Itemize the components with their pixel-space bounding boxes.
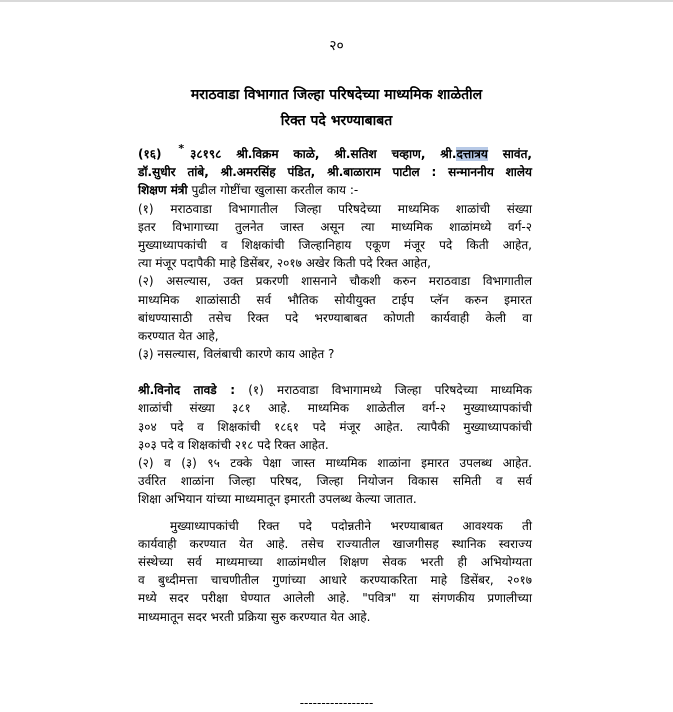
question-members-line-2: डॉ.सुधीर तांबे, श्री.अमरसिंह पंडित, श्री.बाळाराम पाटील : सन्माननीय शालेय — [138, 165, 532, 180]
answer-part-1-line-4: ३०३ पदे व शिक्षकांची २१८ पदे रिक्त आहेत. — [138, 437, 329, 452]
title-line-2: रिक्त पदे भरण्याबाबत — [280, 113, 393, 129]
question-minister-line — [138, 181, 532, 199]
title-line-1: मराठवाडा विभागात जिल्हा परिषदेच्या माध्यमिक शाळेतील — [190, 87, 483, 103]
document-body — [138, 142, 532, 626]
end-divider: ----------------- — [299, 696, 374, 710]
answer-part-3-line-3: संस्थेच्या सर्व माध्यमाच्या शाळांमधील शिक्षण सेवक भरती ही अभियोग्यता — [138, 554, 532, 569]
answer-part-1-start: (१) मराठवाडा विभागामध्ये जिल्हा परिषदेच्या माध्यमिक — [235, 383, 532, 398]
question-part-2-line-2: माध्यमिक शाळांसाठी सर्व भौतिक सोयीयुक्त टाईप प्लॅन करुन इमारत — [138, 292, 532, 307]
answer-line-1 — [138, 381, 532, 399]
answer-part-1-line-2: शाळांची संख्या ३८१ आहे. माध्यमिक शाळेतील वर्ग-२ मुख्याध्यापकांची — [138, 401, 532, 416]
answering-minister: श्री.विनोद तावडे : — [138, 383, 236, 398]
question-part-2-line-3: बांधण्यासाठी तसेच रिक्त पदे भरण्याबाबत कोणती कार्यवाही केली वा — [138, 310, 532, 325]
answer-part-2-line-2: उर्वरित शाळांना जिल्हा परिषद, जिल्हा नियोजन विकास समिती व सर्व — [138, 474, 532, 489]
answer-part-3-line-2: कार्यवाही करण्यात येत आहे. तसेच राज्यातील खाजगीसह स्थानिक स्वराज्य — [138, 536, 532, 551]
question-part-1-line-1: (१) मराठवाडा विभागातील जिल्हा परिषदेच्या माध्यमिक शाळांची संख्या — [138, 201, 532, 216]
question-part-2-line-4: करण्यात येत आहे, — [138, 328, 219, 343]
question-members-b: सावंत, — [487, 147, 532, 161]
addressed-minister: शिक्षण मंत्री — [138, 183, 188, 198]
paragraph-gap — [138, 509, 532, 517]
question-members-a: श्री.विक्रम काळे, श्री.सतिश चव्हाण, श्री. — [236, 147, 457, 161]
answer-part-3-line-1: मुख्याध्यापकांची रिक्त पदे पदोन्नतीने भरण्याबाबत आवश्यक ती — [170, 518, 532, 533]
answer-part-3-line-6: माध्यमातून सदर भरती प्रक्रिया सुरु करण्यात येत आहे. — [138, 609, 371, 624]
answer-part-2-line-3: शिक्षा अभियान यांच्या माध्यमातून इमारती उपलब्ध केल्या जातात. — [138, 492, 417, 507]
question-part-1-line-4: त्या मंजूर पदापैकी माहे डिसेंबर, २०१७ अखेर किती पदे रिक्त आहेत, — [138, 256, 431, 271]
question-intro: पुढील गोष्टींचा खुलासा करतील काय :- — [187, 183, 359, 198]
page-number: २० — [329, 38, 344, 54]
answer-part-3-line-5: मध्ये सदर परीक्षा घेण्यात आलेली आहे. "पवित्र" या संगणकीय प्रणालीच्या — [138, 591, 532, 606]
question-prefix: (१६) — [138, 147, 162, 161]
question-part-1-line-3: मुख्याध्यापकांची व शिक्षकांची जिल्हानिहाय एकूण मंजूर पदे किती आहेत, — [138, 237, 532, 252]
question-part-3: (३) नसल्यास, विलंबाची कारणे काय आहेत ? — [138, 347, 335, 362]
question-part-2-line-1: (२) असल्यास, उक्त प्रकरणी शासनाने चौकशी करुन मराठवाडा विभागातील — [138, 274, 532, 289]
question-header-line — [138, 142, 532, 163]
highlighted-name[interactable]: दत्तात्रय — [456, 147, 488, 161]
answer-part-3-line-4: व बुध्दीमत्ता चाचणीतील गुणांच्या आधारे करण्याकरिता माहे डिसेंबर, २०१७ — [138, 573, 532, 588]
answer-part-1-line-3: ३०४ पदे व शिक्षकांची १८६१ पदे मंजूर आहेत. त्यापैकी मुख्याध्यापकांची — [138, 419, 532, 434]
section-gap — [138, 363, 532, 381]
answer-part-2-line-1: (२) व (३) ९५ टक्के पेक्षा जास्त माध्यमिक शाळांना इमारत उपलब्ध आहेत. — [138, 456, 532, 470]
question-part-1-line-2: इतर विभागाच्या तुलनेत जास्त असून त्या माध्यमिक शाळांमध्ये वर्ग-२ — [138, 219, 532, 234]
starred-question-mark: * — [178, 142, 185, 155]
question-number: ३८१९८ — [190, 147, 222, 161]
page-top-border — [0, 0, 673, 2]
document-title — [0, 82, 673, 134]
